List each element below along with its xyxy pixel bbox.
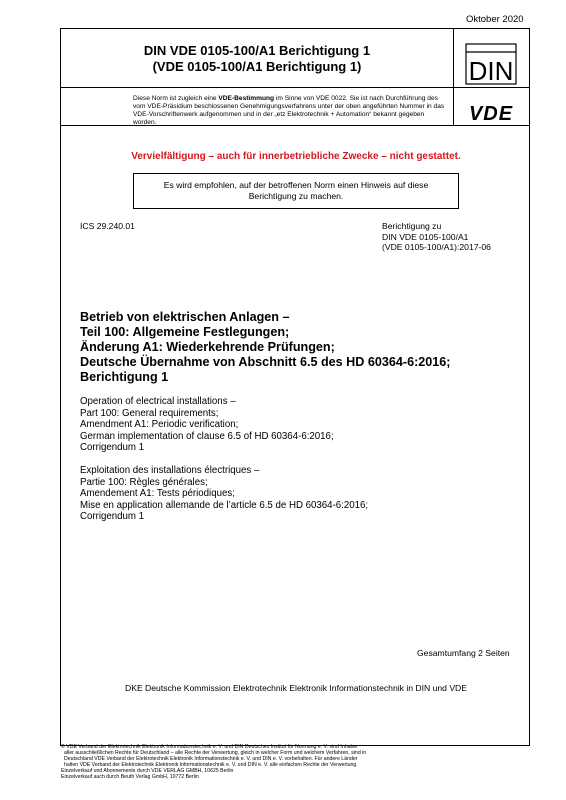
title-german-line: Änderung A1: Wiederkehrende Prüfungen; <box>80 340 335 354</box>
recommendation-box <box>133 173 459 209</box>
dke-line: DKE Deutsche Kommission Elektrotechnik Elektronik Informationstechnik in DIN und VDE <box>125 683 467 693</box>
title-german-line: Betrieb von elektrischen Anlagen – <box>80 310 290 324</box>
title-french-line: Partie 100: Règles générales; <box>80 476 208 488</box>
title-french-line: Exploitation des installations électriques – <box>80 465 260 476</box>
title-english-line: Corrigendum 1 <box>80 442 145 454</box>
title-english-line: Amendment A1: Periodic verification; <box>80 419 239 431</box>
din-logo-text: DIN <box>468 56 514 85</box>
reference-line1: Berichtigung zu <box>382 221 442 231</box>
title-french-line: Amendement A1: Tests périodiques; <box>80 488 235 500</box>
title-german-line: Deutsche Übernahme von Abschnitt 6.5 des HD 60364-6:2016; <box>80 355 451 369</box>
title-english <box>80 396 530 454</box>
vde-logo: VDE <box>468 102 514 125</box>
title-english-line: Operation of electrical installations – <box>80 396 236 407</box>
vde-note-bold: VDE-Bestimmung <box>218 95 275 102</box>
vde-note-post: im Sinne von VDE 0022. Sie ist nach Durchführung des vom VDE-Präsidium beschlossenen Genehmigungsverfahrens unter der oben angeführten Nummer in das VDE-Vorschriftenwerk aufgenommen und in der „etz Elektrotechnik + Automation“ bekannt gegeben worden. <box>133 95 445 126</box>
title-french-line: Mise en application allemande de l’article 6.5 de HD 60364-6:2016; <box>80 499 369 511</box>
footer-line: Einzelverkauf auch durch Beuth Verlag GmbH, 10772 Berlin <box>61 774 199 781</box>
recommendation-line2: Berichtigung zu machen. <box>248 191 344 201</box>
title-german-line: Teil 100: Allgemeine Festlegungen; <box>80 325 290 339</box>
footer-line: aller ausschließlichen Rechte für Deutschland – alle Rechte der Verwertung, gleich in welcher Form und welchem Verfahren, sind in <box>64 750 367 757</box>
vde-note <box>133 95 449 127</box>
din-logo-icon <box>465 43 517 85</box>
reference-line3: (VDE 0105-100/A1):2017-06 <box>382 242 491 252</box>
title-german <box>80 310 530 385</box>
din-logo <box>453 37 529 91</box>
footer-line: halten VDE Verband der Elektrotechnik Elektronik Informationstechnik e. V. und DIN e. V. alle einfachen Rechte der Verwertung <box>64 762 357 769</box>
title-english-line: Part 100: General requirements; <box>80 407 219 419</box>
ics-code: ICS 29.240.01 <box>80 221 135 231</box>
title-german-line: Berichtigung 1 <box>80 370 169 384</box>
cover-frame <box>60 28 530 746</box>
copy-warning: Vervielfältigung – auch für innerbetriebliche Zwecke – nicht gestattet. <box>131 151 461 162</box>
reference-line2: DIN VDE 0105-100/A1 <box>382 231 469 242</box>
copyright-footer <box>61 744 531 781</box>
document-title-line2: (VDE 0105-100/A1 Berichtigung 1) <box>152 59 362 74</box>
document-title-line1: DIN VDE 0105-100/A1 Berichtigung 1 <box>143 43 371 58</box>
footer-line: Deutschland VDE Verband der Elektrotechnik Elektronik Informationstechnik e. V. und DIN e. V. vorbehalten. Für andere Länder <box>64 756 358 763</box>
correction-reference <box>382 221 491 253</box>
total-pages: Gesamtumfang 2 Seiten <box>417 648 510 658</box>
title-french-line: Corrigendum 1 <box>80 511 145 523</box>
recommendation-line1: Es wird empfohlen, auf der betroffenen Norm einen Hinweis auf diese <box>163 180 429 190</box>
vde-note-pre: Diese Norm ist zugleich eine <box>133 95 219 102</box>
footer-line: © VDE Verband der Elektrotechnik Elektronik Informationstechnik e. V. und DIN Deutsches Institut für Normung e. V. sind Inhaber <box>61 744 358 750</box>
footer-line: Einzelverkauf und Abonnements durch VDE VERLAG GMBH, 10625 Berlin <box>61 768 234 775</box>
publication-date: Oktober 2020 <box>466 14 524 25</box>
title-french <box>80 465 530 523</box>
title-english-line: German implementation of clause 6.5 of HD 60364-6:2016; <box>80 430 334 442</box>
